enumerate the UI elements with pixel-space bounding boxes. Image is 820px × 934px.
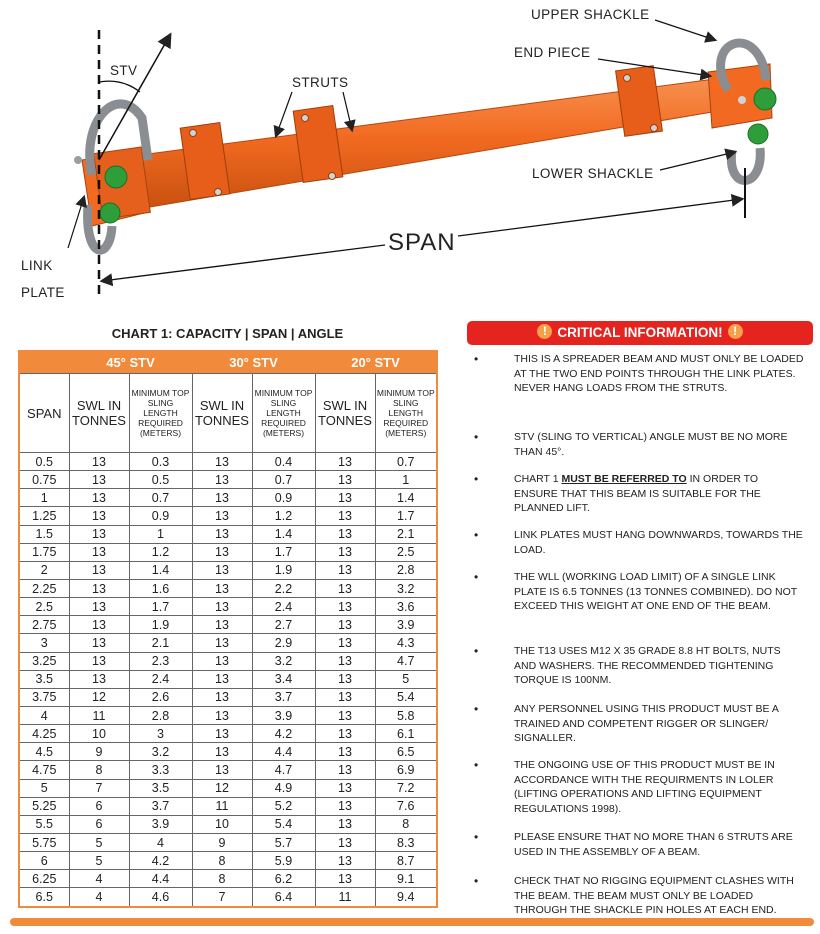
span-cell: 5 xyxy=(19,779,69,797)
sling-length-cell: 4.9 xyxy=(252,779,315,797)
swl-column-header: SWL IN TONNES xyxy=(69,374,129,453)
swl-cell: 13 xyxy=(315,471,375,489)
swl-cell: 13 xyxy=(315,543,375,561)
sling-length-cell: 9.1 xyxy=(375,870,437,888)
swl-cell: 8 xyxy=(69,761,129,779)
swl-cell: 10 xyxy=(192,815,252,833)
swl-cell: 10 xyxy=(69,725,129,743)
bottom-accent-bar xyxy=(10,918,814,926)
sling-length-cell: 6.4 xyxy=(252,888,315,907)
span-arrow-right xyxy=(458,199,742,236)
critical-info-text: THE ONGOING USE OF THIS PRODUCT MUST BE IN ACCORDANCE WITH THE REQUIRMENTS IN LOLER (LIFTING OPERATIONS AND LIFTING EQUIPMENT REGULATIONS 1998). xyxy=(514,759,775,815)
sling-length-cell: 5.4 xyxy=(375,688,437,706)
table-row xyxy=(19,670,437,688)
swl-cell: 6 xyxy=(69,815,129,833)
sling-length-cell: 0.5 xyxy=(129,471,192,489)
sling-length-cell: 4.4 xyxy=(129,870,192,888)
table-row xyxy=(19,761,437,779)
span-cell: 0.75 xyxy=(19,471,69,489)
table-row xyxy=(19,815,437,833)
swl-cell: 6 xyxy=(69,797,129,815)
swl-cell: 9 xyxy=(192,833,252,851)
sling-length-cell: 2.5 xyxy=(375,543,437,561)
label-link: LINK xyxy=(21,258,53,273)
sling-length-cell: 1.2 xyxy=(252,507,315,525)
swl-cell: 13 xyxy=(315,852,375,870)
sling-length-cell: 3.2 xyxy=(129,743,192,761)
span-cell: 4.25 xyxy=(19,725,69,743)
capacity-table-body xyxy=(19,453,437,907)
bullet-icon: • xyxy=(474,874,479,888)
sling-length-cell: 5.9 xyxy=(252,852,315,870)
sling-length-cell: 0.9 xyxy=(252,489,315,507)
bullet-icon: • xyxy=(474,430,479,444)
swl-cell: 13 xyxy=(192,743,252,761)
swl-cell: 13 xyxy=(69,561,129,579)
sling-length-cell: 1.7 xyxy=(375,507,437,525)
warning-icon: ! xyxy=(728,324,743,339)
sling-length-cell: 4 xyxy=(129,833,192,851)
table-row xyxy=(19,833,437,851)
swl-cell: 11 xyxy=(315,888,375,907)
sling-length-cell: 3.3 xyxy=(129,761,192,779)
sling-length-cell: 0.7 xyxy=(129,489,192,507)
sling-length-cell: 1.4 xyxy=(375,489,437,507)
sling-length-cell: 1.2 xyxy=(129,543,192,561)
sling-length-cell: 5.8 xyxy=(375,706,437,724)
label-end-piece: END PIECE xyxy=(514,45,591,60)
sling-length-cell: 1.9 xyxy=(252,561,315,579)
bullet-icon: • xyxy=(474,702,479,716)
swl-cell: 11 xyxy=(69,706,129,724)
span-cell: 3.25 xyxy=(19,652,69,670)
swl-cell: 13 xyxy=(315,725,375,743)
bullet-icon: • xyxy=(474,830,479,844)
swl-cell: 13 xyxy=(192,616,252,634)
swl-cell: 13 xyxy=(315,634,375,652)
table-row xyxy=(19,598,437,616)
sling-length-cell: 4.7 xyxy=(375,652,437,670)
table-row xyxy=(19,779,437,797)
table-row xyxy=(19,507,437,525)
sling-length-cell: 9.4 xyxy=(375,888,437,907)
sling-length-column-header: MINIMUM TOP SLING LENGTH REQUIRED (METERS) xyxy=(252,374,315,453)
sling-length-cell: 3.9 xyxy=(252,706,315,724)
swl-cell: 13 xyxy=(315,525,375,543)
span-cell: 5.5 xyxy=(19,815,69,833)
sling-length-cell: 3.4 xyxy=(252,670,315,688)
critical-info-banner xyxy=(467,321,813,345)
swl-cell: 13 xyxy=(192,652,252,670)
sling-length-cell: 6.2 xyxy=(252,870,315,888)
swl-cell: 13 xyxy=(69,579,129,597)
span-cell: 0.5 xyxy=(19,453,69,471)
swl-cell: 13 xyxy=(192,507,252,525)
bullet-icon: • xyxy=(474,528,479,542)
critical-info-text: ANY PERSONNEL USING THIS PRODUCT MUST BE A TRAINED AND COMPETENT RIGGER OR SLINGER/ SIGNALLER. xyxy=(514,703,779,745)
swl-cell: 13 xyxy=(69,670,129,688)
sling-length-cell: 1.6 xyxy=(129,579,192,597)
label-struts: STRUTS xyxy=(292,75,349,90)
swl-cell: 13 xyxy=(315,706,375,724)
swl-cell: 7 xyxy=(192,888,252,907)
sling-length-cell: 6.9 xyxy=(375,761,437,779)
sling-line xyxy=(99,35,170,160)
bolt-nut xyxy=(748,124,768,144)
swl-cell: 8 xyxy=(192,870,252,888)
critical-info-text: THE T13 USES M12 X 35 GRADE 8.8 HT BOLTS, NUTS AND WASHERS. THE RECOMMENDED TIGHTENING TORQUE IS 100NM. xyxy=(514,645,781,687)
table-row xyxy=(19,797,437,815)
label-lower-shackle: LOWER SHACKLE xyxy=(532,166,654,181)
swl-cell: 12 xyxy=(69,688,129,706)
swl-cell: 13 xyxy=(192,598,252,616)
critical-info-text: CHECK THAT NO RIGGING EQUIPMENT CLASHES WITH THE BEAM. THE BEAM MUST ONLY BE LOADED THROUGH THE SHACKLE PIN HOLES AT EACH END. xyxy=(514,875,794,917)
sling-length-cell: 2.3 xyxy=(129,652,192,670)
warning-icon: ! xyxy=(537,324,552,339)
span-cell: 5.25 xyxy=(19,797,69,815)
sling-length-cell: 5 xyxy=(375,670,437,688)
swl-cell: 13 xyxy=(315,743,375,761)
label-stv: STV xyxy=(110,63,138,78)
sling-length-cell: 5.2 xyxy=(252,797,315,815)
sling-length-cell: 2.7 xyxy=(252,616,315,634)
sling-length-column-header: MINIMUM TOP SLING LENGTH REQUIRED (METERS) xyxy=(129,374,192,453)
sling-length-cell: 3.2 xyxy=(252,652,315,670)
span-cell: 4 xyxy=(19,706,69,724)
sling-length-cell: 3.9 xyxy=(375,616,437,634)
chart-title: CHART 1: CAPACITY | SPAN | ANGLE xyxy=(111,326,344,341)
sling-length-cell: 0.7 xyxy=(252,471,315,489)
sling-length-cell: 4.2 xyxy=(252,725,315,743)
swl-cell: 13 xyxy=(69,489,129,507)
span-cell: 2.5 xyxy=(19,598,69,616)
table-row xyxy=(19,525,437,543)
swl-cell: 5 xyxy=(69,852,129,870)
stv-header-20: 20° STV xyxy=(315,351,437,374)
span-cell: 1 xyxy=(19,489,69,507)
span-cell: 1.5 xyxy=(19,525,69,543)
swl-cell: 13 xyxy=(315,833,375,851)
span-column-header: SPAN xyxy=(19,374,69,453)
sling-length-cell: 8 xyxy=(375,815,437,833)
span-cell: 2.25 xyxy=(19,579,69,597)
swl-cell: 13 xyxy=(315,561,375,579)
swl-cell: 13 xyxy=(69,453,129,471)
swl-cell: 13 xyxy=(315,579,375,597)
swl-cell: 11 xyxy=(192,797,252,815)
swl-cell: 5 xyxy=(69,833,129,851)
sling-length-cell: 3.9 xyxy=(129,815,192,833)
bolt-nut xyxy=(100,203,120,223)
sling-length-cell: 1.4 xyxy=(252,525,315,543)
bolt-nut xyxy=(105,166,127,188)
swl-cell: 13 xyxy=(315,453,375,471)
sling-length-cell: 7.6 xyxy=(375,797,437,815)
sling-length-cell: 4.6 xyxy=(129,888,192,907)
swl-cell: 13 xyxy=(315,797,375,815)
swl-cell: 13 xyxy=(315,815,375,833)
span-cell: 3.75 xyxy=(19,688,69,706)
swl-cell: 4 xyxy=(69,888,129,907)
sling-length-cell: 0.9 xyxy=(129,507,192,525)
critical-info-text: LINK PLATES MUST HANG DOWNWARDS, TOWARDS THE LOAD. xyxy=(514,529,803,556)
span-cell: 2 xyxy=(19,561,69,579)
critical-info-title: CRITICAL INFORMATION! xyxy=(557,325,723,340)
table-row xyxy=(19,489,437,507)
swl-cell: 13 xyxy=(315,507,375,525)
critical-info-text: THE WLL (WORKING LOAD LIMIT) OF A SINGLE LINK PLATE IS 6.5 TONNES (13 TONNES COMBINED). DO NOT EXCEED THIS WEIGHT AT ONE END OF THE BEAM. xyxy=(514,571,797,613)
swl-cell: 13 xyxy=(315,616,375,634)
span-arrow-left xyxy=(102,245,385,281)
table-row xyxy=(19,561,437,579)
sling-length-cell: 2.4 xyxy=(129,670,192,688)
span-cell: 6 xyxy=(19,852,69,870)
swl-cell: 13 xyxy=(192,579,252,597)
span-cell: 3.5 xyxy=(19,670,69,688)
sling-length-cell: 1 xyxy=(129,525,192,543)
span-cell: 4.75 xyxy=(19,761,69,779)
swl-cell: 13 xyxy=(192,688,252,706)
swl-cell: 13 xyxy=(69,598,129,616)
swl-cell: 13 xyxy=(315,870,375,888)
sling-length-cell: 1.7 xyxy=(129,598,192,616)
swl-cell: 13 xyxy=(69,616,129,634)
swl-cell: 13 xyxy=(69,543,129,561)
sling-length-cell: 2.8 xyxy=(375,561,437,579)
sling-length-cell: 1.4 xyxy=(129,561,192,579)
table-row xyxy=(19,453,437,471)
sling-length-cell: 2.6 xyxy=(129,688,192,706)
swl-column-header: SWL IN TONNES xyxy=(192,374,252,453)
swl-cell: 13 xyxy=(192,489,252,507)
sling-length-cell: 3.7 xyxy=(252,688,315,706)
bullet-icon: • xyxy=(474,472,479,486)
stv-header-30: 30° STV xyxy=(192,351,315,374)
sling-length-cell: 2.1 xyxy=(129,634,192,652)
sling-length-cell: 4.7 xyxy=(252,761,315,779)
stv-header-row xyxy=(19,351,437,374)
bolt-nut xyxy=(754,88,776,110)
swl-column-header: SWL IN TONNES xyxy=(315,374,375,453)
critical-info-text: STV (SLING TO VERTICAL) ANGLE MUST BE NO MORE THAN 45°. xyxy=(514,431,788,458)
sling-length-cell: 5.7 xyxy=(252,833,315,851)
swl-cell: 13 xyxy=(69,634,129,652)
span-cell: 1.25 xyxy=(19,507,69,525)
swl-cell: 13 xyxy=(69,507,129,525)
emphasis-text: MUST BE REFERRED TO xyxy=(561,473,687,485)
swl-cell: 8 xyxy=(192,852,252,870)
swl-cell: 12 xyxy=(192,779,252,797)
span-cell: 5.75 xyxy=(19,833,69,851)
sling-length-cell: 2.2 xyxy=(252,579,315,597)
sling-length-cell: 0.7 xyxy=(375,453,437,471)
label-span: SPAN xyxy=(388,229,456,256)
sling-length-cell: 4.3 xyxy=(375,634,437,652)
swl-cell: 13 xyxy=(192,453,252,471)
table-row xyxy=(19,543,437,561)
sling-length-cell: 1.9 xyxy=(129,616,192,634)
sling-length-column-header: MINIMUM TOP SLING LENGTH REQUIRED (METERS) xyxy=(375,374,437,453)
table-row xyxy=(19,579,437,597)
capacity-table xyxy=(18,350,438,908)
swl-cell: 13 xyxy=(315,489,375,507)
swl-cell: 13 xyxy=(315,652,375,670)
label-upper-shackle: UPPER SHACKLE xyxy=(531,7,650,22)
sling-length-cell: 3.7 xyxy=(129,797,192,815)
swl-cell: 13 xyxy=(192,725,252,743)
swl-cell: 4 xyxy=(69,870,129,888)
sling-length-cell: 2.1 xyxy=(375,525,437,543)
bullet-icon: • xyxy=(474,644,479,658)
sling-length-cell: 2.4 xyxy=(252,598,315,616)
sling-length-cell: 4.2 xyxy=(129,852,192,870)
sling-length-cell: 7.2 xyxy=(375,779,437,797)
swl-cell: 13 xyxy=(315,688,375,706)
swl-cell: 13 xyxy=(69,525,129,543)
bullet-icon: • xyxy=(474,352,479,366)
sling-length-cell: 1 xyxy=(375,471,437,489)
table-row xyxy=(19,616,437,634)
swl-cell: 13 xyxy=(192,543,252,561)
bullet-icon: • xyxy=(474,570,479,584)
swl-cell: 13 xyxy=(192,634,252,652)
sling-length-cell: 3 xyxy=(129,725,192,743)
swl-cell: 13 xyxy=(315,761,375,779)
sling-length-cell: 2.8 xyxy=(129,706,192,724)
critical-info-text: THIS IS A SPREADER BEAM AND MUST ONLY BE LOADED AT THE TWO END POINTS THROUGH THE LINK PLATES. NEVER HANG LOADS FROM THE STRUTS. xyxy=(514,353,804,395)
stv-header-45: 45° STV xyxy=(69,351,192,374)
span-cell: 4.5 xyxy=(19,743,69,761)
swl-cell: 13 xyxy=(69,471,129,489)
swl-cell: 7 xyxy=(69,779,129,797)
table-row xyxy=(19,471,437,489)
sling-length-cell: 3.2 xyxy=(375,579,437,597)
column-header-row xyxy=(19,374,437,453)
stv-angle-arc xyxy=(99,81,140,92)
swl-cell: 13 xyxy=(315,670,375,688)
table-row xyxy=(19,725,437,743)
swl-cell: 9 xyxy=(69,743,129,761)
table-row xyxy=(19,888,437,907)
table-row xyxy=(19,688,437,706)
critical-info-text-part: CHART 1 xyxy=(514,473,562,485)
sling-length-cell: 1.7 xyxy=(252,543,315,561)
swl-cell: 13 xyxy=(192,561,252,579)
sling-length-cell: 0.3 xyxy=(129,453,192,471)
swl-cell: 13 xyxy=(192,471,252,489)
swl-cell: 13 xyxy=(192,761,252,779)
swl-cell: 13 xyxy=(192,706,252,724)
spreader-beam-diagram xyxy=(0,0,820,310)
sling-length-cell: 8.3 xyxy=(375,833,437,851)
sling-length-cell: 2.9 xyxy=(252,634,315,652)
swl-cell: 13 xyxy=(315,598,375,616)
table-row xyxy=(19,652,437,670)
table-row xyxy=(19,870,437,888)
swl-cell: 13 xyxy=(69,652,129,670)
sling-length-cell: 0.4 xyxy=(252,453,315,471)
swl-cell: 13 xyxy=(192,670,252,688)
beam-illustration xyxy=(0,0,820,310)
span-cell: 6.5 xyxy=(19,888,69,907)
sling-length-cell: 6.5 xyxy=(375,743,437,761)
label-plate: PLATE xyxy=(21,285,65,300)
span-cell: 6.25 xyxy=(19,870,69,888)
swl-cell: 13 xyxy=(315,779,375,797)
critical-info-text: PLEASE ENSURE THAT NO MORE THAN 6 STRUTS ARE USED IN THE ASSEMBLY OF A BEAM. xyxy=(514,831,793,858)
span-cell: 1.75 xyxy=(19,543,69,561)
span-cell: 3 xyxy=(19,634,69,652)
critical-info-text xyxy=(514,472,804,516)
table-row xyxy=(19,706,437,724)
sling-length-cell: 6.1 xyxy=(375,725,437,743)
sling-length-cell: 3.6 xyxy=(375,598,437,616)
bullet-icon: • xyxy=(474,758,479,772)
sling-length-cell: 3.5 xyxy=(129,779,192,797)
span-cell: 2.75 xyxy=(19,616,69,634)
table-row xyxy=(19,852,437,870)
table-row xyxy=(19,743,437,761)
sling-length-cell: 4.4 xyxy=(252,743,315,761)
table-row xyxy=(19,634,437,652)
critical-info-text-part: IN ORDER TO ENSURE THAT THIS BEAM IS SUITABLE FOR THE PLANNED LIFT. xyxy=(514,473,761,515)
sling-length-cell: 8.7 xyxy=(375,852,437,870)
swl-cell: 13 xyxy=(192,525,252,543)
sling-length-cell: 5.4 xyxy=(252,815,315,833)
